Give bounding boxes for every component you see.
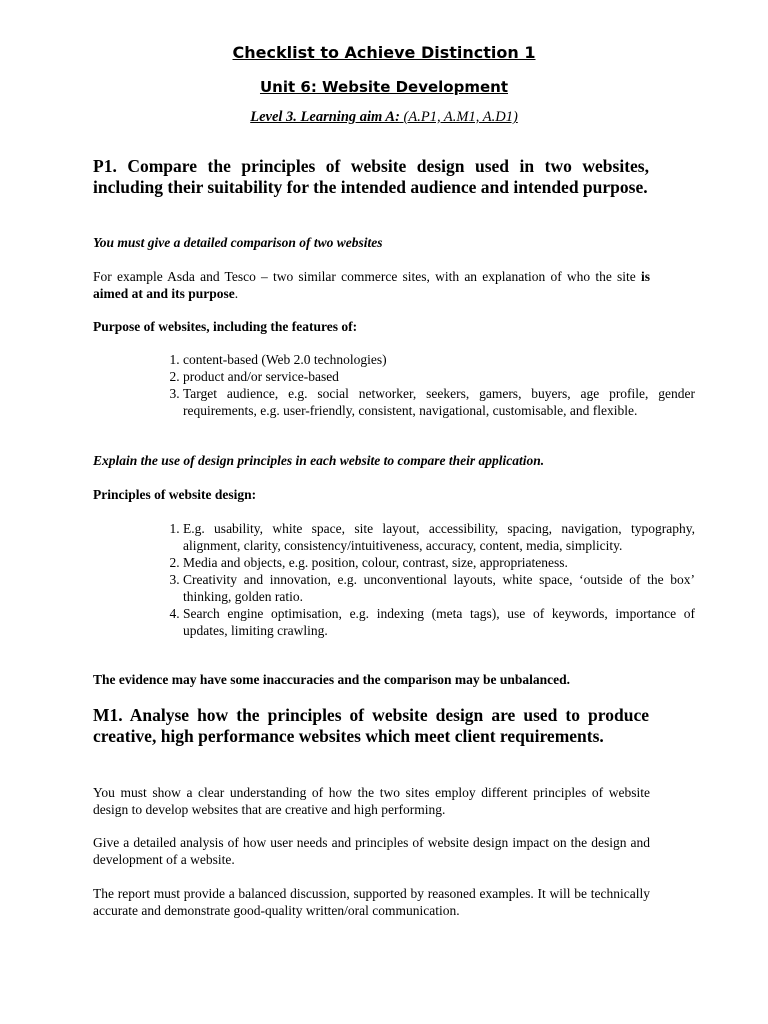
m1-paragraph-3: The report must provide a balanced discussion, supported by reasoned examples. It will be technically accurate and demonstrate good-quality written/oral communication. — [93, 886, 650, 918]
p1-instruction: You must give a detailed comparison of two websites — [93, 235, 383, 250]
p1-example-bold: is aimed at and its purpose — [93, 269, 650, 301]
p1-example-end: . — [234, 286, 239, 301]
unit-title: Unit 6: Website Development — [259, 78, 509, 96]
list-item: 1. E.g. usability, white space, site layout, accessibility, spacing, navigation, typography, alignment, clarity, consistency/intuitiveness, accuracy, content, media, simplicity. — [183, 520, 695, 554]
learning-aim-codes: (A.P1, A.M1, A.D1) — [403, 109, 518, 125]
explain-instruction: Explain the use of design principles in each website to compare their application. — [93, 453, 545, 468]
list-item: 3. Target audience, e.g. social networker, seekers, gamers, buyers, age profile, gender requirements, e.g. user-friendly, consistent, navigational, customisable, and flexible. — [183, 385, 695, 419]
m1-heading: M1. Analyse how the principles of website design are used to produce creative, high performance websites which meet client requirements. — [93, 705, 649, 746]
list-item: 2. product and/or service-based — [183, 368, 695, 385]
p1-example-paragraph — [93, 268, 650, 302]
m1-paragraph-2: Give a detailed analysis of how user needs and principles of website design impact on the design and development of a website. — [93, 835, 650, 867]
principles-list — [155, 520, 695, 639]
document-title: Checklist to Achieve Distinction 1 — [232, 43, 536, 62]
p1-example-text: For example Asda and Tesco – two similar commerce sites, with an explanation of who the site — [93, 269, 641, 284]
list-item: 2. Media and objects, e.g. position, colour, contrast, size, appropriateness. — [183, 554, 695, 571]
p1-heading: P1. Compare the principles of website design used in two websites, including their suitability for the intended audience and intended purpose. — [93, 156, 649, 197]
purpose-list — [155, 351, 695, 419]
principles-heading: Principles of website design: — [93, 487, 257, 502]
purpose-heading: Purpose of websites, including the features of: — [93, 319, 358, 334]
list-item: 3. Creativity and innovation, e.g. unconventional layouts, white space, ‘outside of the box’ thinking, golden ratio. — [183, 571, 695, 605]
learning-aim-prefix: Level 3. Learning aim A: — [250, 109, 400, 125]
m1-paragraph-1: You must show a clear understanding of how the two sites employ different principles of website design to develop websites that are creative and high performing. — [93, 785, 650, 817]
list-item: 1. content-based (Web 2.0 technologies) — [183, 351, 695, 368]
learning-aim-line — [0, 109, 768, 126]
evidence-note: The evidence may have some inaccuracies and the comparison may be unbalanced. — [93, 672, 570, 687]
list-item: 4. Search engine optimisation, e.g. indexing (meta tags), use of keywords, importance of updates, limiting crawling. — [183, 605, 695, 639]
